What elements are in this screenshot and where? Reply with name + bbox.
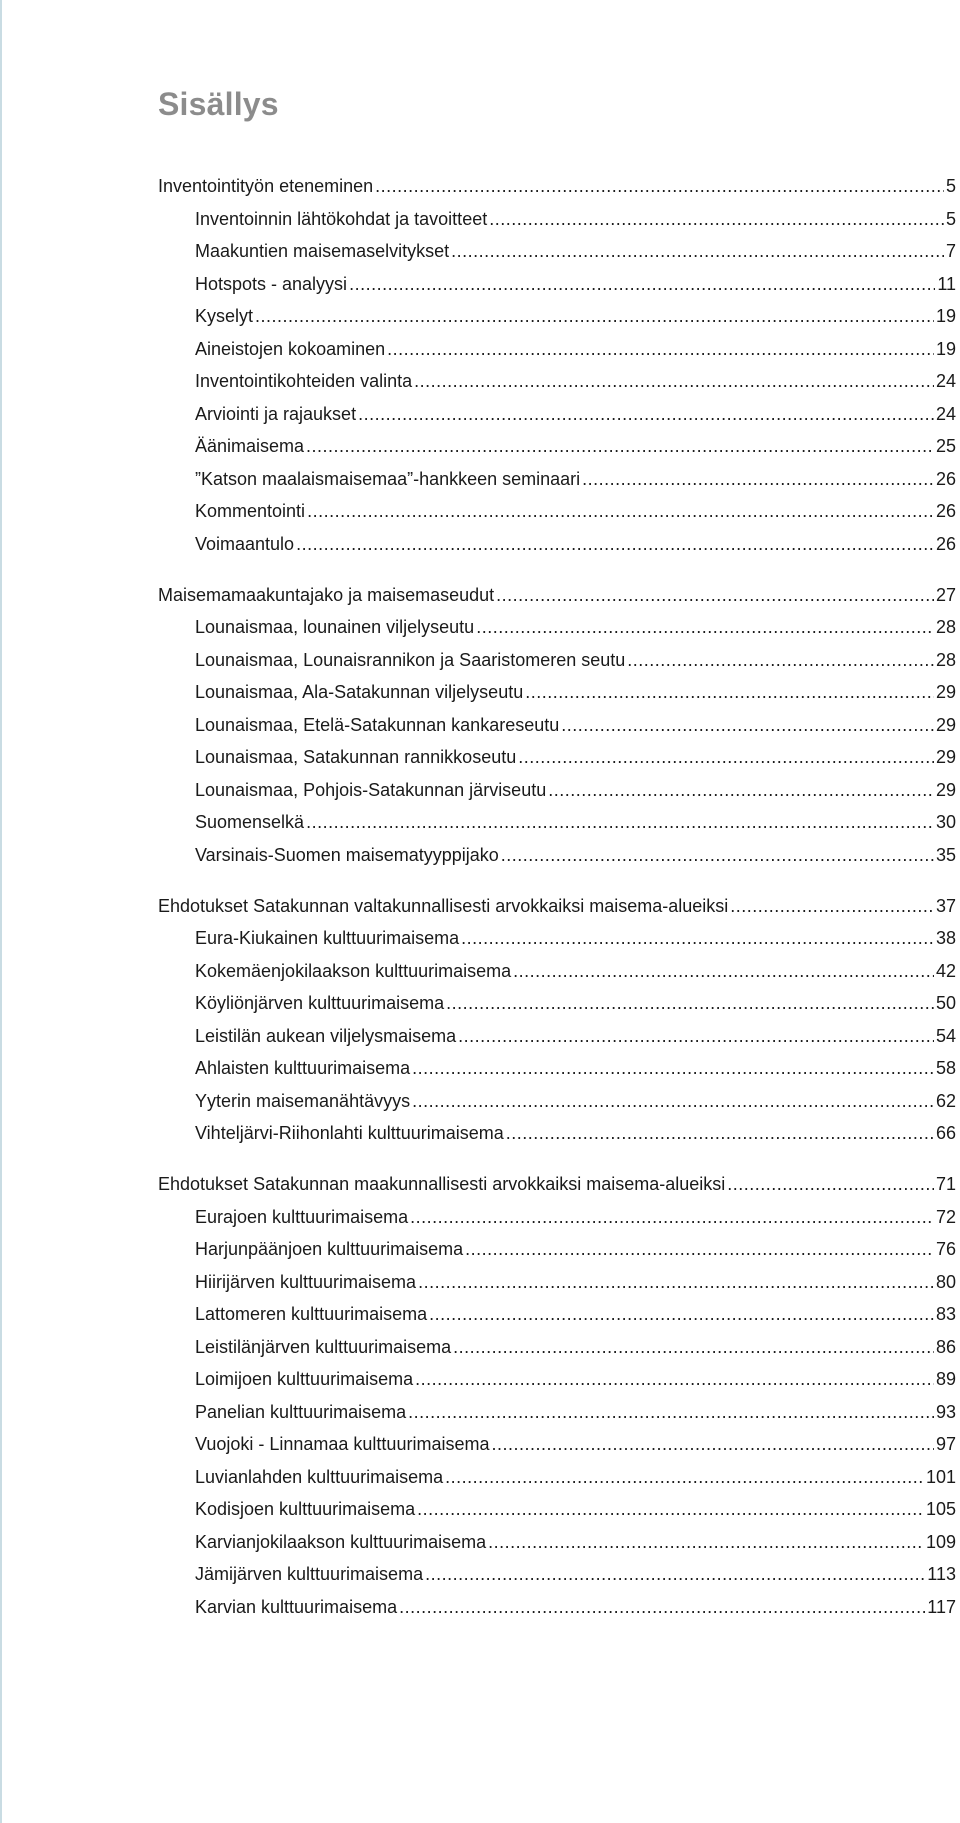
toc-section [158, 890, 956, 1150]
toc-entry-label: Lounaismaa, lounainen viljelyseutu [195, 617, 475, 638]
toc-section [158, 579, 956, 872]
dot-leader [518, 741, 934, 774]
dot-leader [445, 1461, 924, 1494]
toc-entry[interactable] [158, 611, 956, 644]
toc-entry[interactable] [158, 1201, 956, 1234]
toc-entry[interactable] [158, 528, 956, 561]
toc-entry-label: Kyselyt [195, 306, 254, 326]
table-of-contents [158, 170, 956, 1642]
toc-entry-label: Luvianlahden kulttuurimaisema [195, 1466, 444, 1487]
toc-entry-label: Eura-Kiukainen kulttuurimaisema [195, 928, 460, 949]
toc-page-number: 29 [935, 779, 956, 800]
toc-entry-label: Kodisjoen kulttuurimaisema [195, 1499, 416, 1520]
toc-entry[interactable] [158, 1117, 956, 1150]
toc-page-number: 83 [935, 1304, 956, 1325]
toc-page-number: 113 [927, 1564, 956, 1585]
toc-entry-label: Karvian kulttuurimaisema [195, 1596, 398, 1617]
toc-page-number: 105 [925, 1499, 956, 1520]
toc-entry-label: Kommentointi [195, 501, 306, 521]
toc-entry[interactable] [158, 300, 956, 333]
dot-leader [307, 495, 934, 528]
dot-leader [414, 365, 934, 398]
toc-entry[interactable] [158, 430, 956, 463]
toc-page-number: 29 [935, 714, 956, 735]
toc-entry-label: Leistilänjärven kulttuurimaisema [195, 1336, 452, 1357]
toc-entry[interactable] [158, 1233, 956, 1266]
dot-leader [412, 1085, 934, 1118]
toc-page-number: 71 [935, 1174, 956, 1195]
dot-leader [410, 1201, 934, 1234]
toc-entry-label: Inventointityön eteneminen [158, 176, 374, 196]
toc-entry-label: Vihteljärvi-Riihonlahti kulttuurimaisema [195, 1123, 504, 1144]
toc-entry-label: Aineistojen kokoaminen [195, 338, 386, 359]
dot-leader [730, 890, 934, 923]
toc-page-number: 5 [945, 176, 956, 196]
toc-entry[interactable] [158, 333, 956, 366]
toc-entry[interactable] [158, 365, 956, 398]
dot-leader [375, 170, 944, 203]
toc-entry-label: Voimaantulo [195, 533, 295, 554]
toc-entry-label: Vuojoki - Linnamaa kulttuurimaisema [195, 1434, 490, 1455]
dot-leader [415, 1363, 934, 1396]
toc-page-number: 72 [935, 1206, 956, 1227]
toc-page-number: 101 [925, 1466, 956, 1487]
dot-leader [358, 398, 934, 431]
dot-leader [446, 987, 934, 1020]
toc-entry[interactable] [158, 1591, 956, 1624]
dot-leader [349, 268, 935, 301]
dot-leader [548, 774, 934, 807]
dot-leader [525, 676, 934, 709]
dot-leader [408, 1396, 934, 1429]
toc-entry-label: Arviointi ja rajaukset [195, 403, 357, 424]
toc-page-number: 58 [935, 1058, 956, 1079]
toc-entry-label: Ehdotukset Satakunnan maakunnallisesti arvokkaiksi maisema-alueiksi [158, 1174, 726, 1195]
dot-leader [425, 1558, 925, 1591]
toc-entry-label: Maisemamaakuntajako ja maisemaseudut [158, 584, 495, 605]
toc-entry[interactable] [158, 1266, 956, 1299]
toc-entry[interactable] [158, 774, 956, 807]
toc-entry-label: Leistilän aukean viljelysmaisema [195, 1025, 457, 1046]
toc-entry-label: Lounaismaa, Lounaisrannikon ja Saaristomeren seutu [195, 649, 626, 670]
toc-page-number: 11 [937, 273, 956, 294]
dot-leader [458, 1020, 934, 1053]
toc-entry-label: Kokemäenjokilaakson kulttuurimaisema [195, 960, 512, 981]
toc-page-number: 26 [935, 468, 956, 489]
toc-entry-label: Lounaismaa, Etelä-Satakunnan kankareseutu [195, 714, 560, 735]
toc-entry-label: Karvianjokilaakson kulttuurimaisema [195, 1531, 487, 1552]
dot-leader [561, 709, 934, 742]
toc-page-number: 66 [935, 1123, 956, 1144]
dot-leader [451, 235, 944, 268]
toc-entry-label: Lounaismaa, Pohjois-Satakunnan järviseutu [195, 779, 547, 800]
toc-section-heading[interactable] [158, 1168, 956, 1201]
dot-leader [306, 806, 934, 839]
toc-entry[interactable] [158, 1331, 956, 1364]
toc-entry[interactable] [158, 806, 956, 839]
dot-leader [387, 333, 934, 366]
toc-page-number: 30 [935, 812, 956, 833]
toc-page-number: 42 [935, 960, 956, 981]
toc-page-number: 38 [935, 928, 956, 949]
toc-entry[interactable] [158, 495, 956, 528]
toc-entry-label: Inventointikohteiden valinta [195, 371, 413, 391]
toc-page-number: 28 [935, 649, 956, 670]
toc-entry-label: Lounaismaa, Satakunnan rannikkoseutu [195, 747, 517, 768]
toc-entry[interactable] [158, 955, 956, 988]
toc-page-number: 24 [935, 403, 956, 424]
toc-entry[interactable] [158, 463, 956, 496]
toc-page-number: 86 [935, 1336, 956, 1357]
toc-page-number: 97 [935, 1434, 956, 1455]
toc-entry-label: Loimijoen kulttuurimaisema [195, 1369, 414, 1390]
dot-leader [727, 1168, 934, 1201]
toc-page-number: 24 [935, 371, 956, 391]
toc-page-number: 76 [935, 1239, 956, 1260]
toc-page-number: 117 [927, 1596, 956, 1617]
toc-page-number: 54 [935, 1025, 956, 1046]
toc-entry[interactable] [158, 741, 956, 774]
toc-entry-label: Panelian kulttuurimaisema [195, 1401, 407, 1422]
dot-leader [418, 1266, 934, 1299]
toc-entry[interactable] [158, 987, 956, 1020]
toc-entry[interactable] [158, 203, 956, 236]
toc-page-number: 62 [935, 1090, 956, 1111]
toc-entry[interactable] [158, 268, 956, 301]
toc-entry-label: Köyliönjärven kulttuurimaisema [195, 993, 445, 1014]
toc-section [158, 1168, 956, 1623]
toc-section-heading[interactable] [158, 890, 956, 923]
dot-leader [417, 1493, 924, 1526]
toc-page-number: 26 [935, 501, 956, 521]
toc-entry[interactable] [158, 676, 956, 709]
toc-entry-label: Eurajoen kulttuurimaisema [195, 1206, 409, 1227]
toc-page-number: 19 [935, 338, 956, 359]
toc-page-number: 26 [935, 533, 956, 554]
toc-page-number: 80 [935, 1271, 956, 1292]
dot-leader [489, 203, 944, 236]
toc-entry[interactable] [158, 398, 956, 431]
toc-entry-label: Ahlaisten kulttuurimaisema [195, 1058, 411, 1079]
toc-entry[interactable] [158, 1298, 956, 1331]
dot-leader [491, 1428, 934, 1461]
dot-leader [496, 579, 934, 612]
toc-entry-label: Yyterin maisemanähtävyys [195, 1090, 411, 1111]
toc-entry[interactable] [158, 1493, 956, 1526]
toc-entry[interactable] [158, 235, 956, 268]
toc-entry-label: Maakuntien maisemaselvitykset [195, 241, 450, 261]
toc-page-number: 35 [935, 844, 956, 865]
dot-leader [429, 1298, 934, 1331]
toc-entry[interactable] [158, 1428, 956, 1461]
dot-leader [627, 644, 934, 677]
toc-entry-label: Inventoinnin lähtökohdat ja tavoitteet [195, 208, 488, 229]
toc-entry[interactable] [158, 1558, 956, 1591]
toc-page-number: 29 [935, 682, 956, 703]
toc-entry[interactable] [158, 1461, 956, 1494]
toc-page-number: 93 [935, 1401, 956, 1422]
dot-leader [513, 955, 934, 988]
toc-entry-label: Harjunpäänjoen kulttuurimaisema [195, 1239, 464, 1260]
dot-leader [506, 1117, 934, 1150]
toc-entry-label: Jämijärven kulttuurimaisema [195, 1564, 424, 1585]
toc-entry-label: Lounaismaa, Ala-Satakunnan viljelyseutu [195, 682, 524, 703]
toc-entry-label: Suomenselkä [195, 812, 305, 833]
toc-entry[interactable] [158, 709, 956, 742]
toc-page-number: 37 [935, 895, 956, 916]
toc-entry-label: Hotspots - analyysi [195, 273, 348, 294]
toc-page-number: 5 [945, 208, 956, 229]
toc-entry-label: ”Katson maalaismaisemaa”-hankkeen seminaari [195, 468, 581, 489]
dot-leader [453, 1331, 934, 1364]
toc-page-number: 19 [935, 306, 956, 326]
toc-page-number: 28 [935, 617, 956, 638]
toc-page-number: 29 [935, 747, 956, 768]
dot-leader [465, 1233, 934, 1266]
toc-page-number: 109 [925, 1531, 956, 1552]
dot-leader [488, 1526, 924, 1559]
dot-leader [255, 300, 934, 333]
toc-entry[interactable] [158, 1526, 956, 1559]
toc-entry[interactable] [158, 644, 956, 677]
toc-entry-label: Hiirijärven kulttuurimaisema [195, 1271, 417, 1292]
toc-page-number: 7 [945, 241, 956, 261]
toc-entry-label: Lattomeren kulttuurimaisema [195, 1304, 428, 1325]
toc-page-number: 50 [935, 993, 956, 1014]
toc-title: Sisällys [158, 86, 279, 122]
dot-leader [461, 922, 934, 955]
toc-section-heading[interactable] [158, 170, 956, 203]
toc-entry[interactable] [158, 839, 956, 872]
toc-entry[interactable] [158, 1363, 956, 1396]
dot-leader [476, 611, 934, 644]
toc-entry[interactable] [158, 922, 956, 955]
toc-entry-label: Ehdotukset Satakunnan valtakunnallisesti arvokkaiksi maisema-alueiksi [158, 895, 729, 916]
page-edge-line [0, 0, 2, 1823]
toc-section [158, 170, 956, 560]
toc-page-number: 25 [935, 436, 956, 456]
toc-entry[interactable] [158, 1085, 956, 1118]
toc-entry[interactable] [158, 1020, 956, 1053]
dot-leader [412, 1052, 934, 1085]
dot-leader [306, 430, 934, 463]
dot-leader [582, 463, 934, 496]
toc-entry-label: Äänimaisema [195, 436, 305, 456]
toc-entry[interactable] [158, 1396, 956, 1429]
toc-entry[interactable] [158, 1052, 956, 1085]
dot-leader [501, 839, 934, 872]
dot-leader [296, 528, 934, 561]
toc-page-number: 27 [935, 584, 956, 605]
dot-leader [399, 1591, 925, 1624]
toc-page-number: 89 [935, 1369, 956, 1390]
toc-entry-label: Varsinais-Suomen maisematyyppijako [195, 844, 499, 865]
toc-section-heading[interactable] [158, 579, 956, 612]
